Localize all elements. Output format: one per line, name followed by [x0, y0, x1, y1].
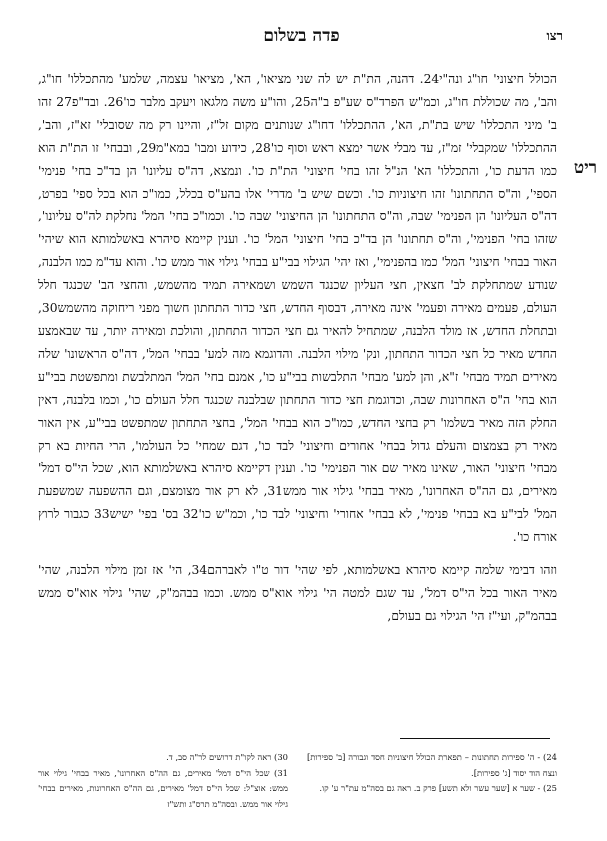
running-title: פדה בשלום: [263, 26, 340, 46]
footnote: 31) שכל הי"ס דמל' מאירים, גם הה"ס האחרונו', מאיר בבחי' גילוי אור ממש: אוצ"ל: שכל הי"ס דמל' מאירים, גם הה"ס האחרונות, מאירים בבחי' גילוי אור ממש. ובסה"מ תרס"ג ותש"ז: [38, 767, 288, 809]
page-header: [40, 26, 563, 48]
footnote: 30) ראה לקו"ת דרושים לר"ה סב, ד.: [166, 752, 288, 762]
body-paragraph: הכולל חיצוני' חו"ג ונה"י24. דהנה, הת"ת יש לה שני מציאו', הא', מציאו' עצמה, שלמע' מהתכללו' חו"ג, והב', מה שכוללת חו"ג, וכמ"ש הפרד"ס שע"פ ב"ה25, והו"ע משה מלגאו ויעקב מלבר כו'26. ובד"פ27 זהו ב' מיני התכללו' שיש בת"ת, הא', ההתכללו' דחו"ג שנותנים מקום זל"ז, והיינו רק מה שסובלי' זא"ז, והב', ההתכללו' שמקבלי' זמ"ז, עד מבלי אשר ימצא ראש וסוף כו'28, כידוע ומבו' במא"מ29, ובבחי' זו הת"ת הוא כמו הדעת כו', והתכללו' הא' הנ"ל זהו בחי' חיצוני' הת"ת כו'. ונמצא, דה"ס עליונו' הן בד"כ בחי' פנימי' הספי', וה"ס התחתונו' זהו חיצוניות כו'. וכשם שיש ב' מדרי' אלו בהע"ס בכלל, כמו"כ הוא בכל ספי' בפרט, דה"ס העליונו' הן הפנימי' שבה, וה"ס התחתונו' הן החיצוני' שבה כו'. וכמו"כ בחי' המל' נחלקת לה"ס עליונו', שזהו בחי' הפנימי', וה"ס תחתונו' הן בד"כ בחי' חיצוני' המל' כו'. וענין קיימא סיהרא באשלמותא הוא שיהי' האור בבחי' חיצוני' המל' כמו בהפנימי', ואז יהי' הגילוי בבי"ע בבחי' גילוי אור ממש כו'. והוא עד"מ כמו הלבנה, שנודע שמתחלקת לב' חצאין, חצי העליון שכנגד השמש ושמאירה תמיד מהשמש, והחצי הב' שכנגד חלל העולם, פעמים מאירה ופעמי' אינה מאירה, דבסוף החדש, חצי כדור התחתון חשוך מפני ריחוקה מהשמש30, ובתחלת החדש, אז מולד הלבנה, שמתחיל להאיר גם חצי הכדור התחתון, והולכת ומאירה יותר, עד שבאמצע החדש מאיר כל חצי הכדור התחתון, ונק' מילוי הלבנה. והדוגמא מזה למע' בבחי' המל', דה"ס הראשונו' שלה מאירים תמיד מבחי' ז"א, והן למע' מבחי' התלבשות בבי"ע כו', אמנם בחי' המל' המתלבשת ומתפשטת בבי"ע הוא בחי' ה"ס האחרונות שבה, וכדוגמת חצי כדור התחתון שבלבנה שכנגד חלל העולם כו', וכמו בלבנה, דאין החלק הזה מאיר בשלמו' רק בחצי החדש, כמו"כ הוא בבחי' המל', בחצי התחתון שמתפשט בבי"ע, אין האור מאיר רק בצמצום והעלם גדול בבחי' אחורים וחיצוני' לבד כו', דגם שמחי' כל העולמו', הרי החיות בא רק מבחי' חיצוני' האור, שאינו מאיר שם אור הפנימי' כו'. וענין דקיימא סיהרא באשלמותא הוא, שכל הי"ס דמל' מאירים, גם הה"ס האחרונו', מאיר בבחי' גילוי אור ממש31, לא רק אור מצומצם, וגם ההשפעה שמשפעת המל' לבי"ע בא בבחי' פנימי', לא בבחי' אחורי' וחיצוני' לבד כו', וכמ"ש כו'32 בס' בפי' ישיש33 כגבור לרוץ אורח כו'.: [38, 72, 557, 545]
page-number: רצו: [546, 29, 563, 44]
footnote-divider: [400, 738, 550, 739]
margin-marker: ריט: [573, 158, 597, 178]
footnotes-left-column: [38, 750, 288, 812]
footnotes-right-column: [307, 750, 557, 797]
main-text: [38, 68, 557, 628]
footnote: 24) - ה' ספירות תחתונות – תפארת הכולל חיצוניות חסד וגבורה [ב' ספירות] ונצח הוד יסוד [ג' ספירות].: [307, 752, 557, 778]
footnote: 25) - שער א [שער עשר ולא תשע] פרק ב. ראה גם בסה"מ עת"ר ע' קו.: [319, 783, 557, 794]
body-paragraph: וזהו דבימי שלמה קיימא סיהרא באשלמותא, לפי שהי' דור ט"ו לאברהם34, הי' אז זמן מילוי הלבנה, שהי' מאיר האור בכל הי"ס דמל', עד שגם למטה הי' גילוי אוא"ס ממש. וכמו בבהמ"ק, שהי' גילוי אוא"ס ממש בבהמ"ק, ועי"ז הי' הגילוי גם בעולם,: [38, 563, 557, 623]
